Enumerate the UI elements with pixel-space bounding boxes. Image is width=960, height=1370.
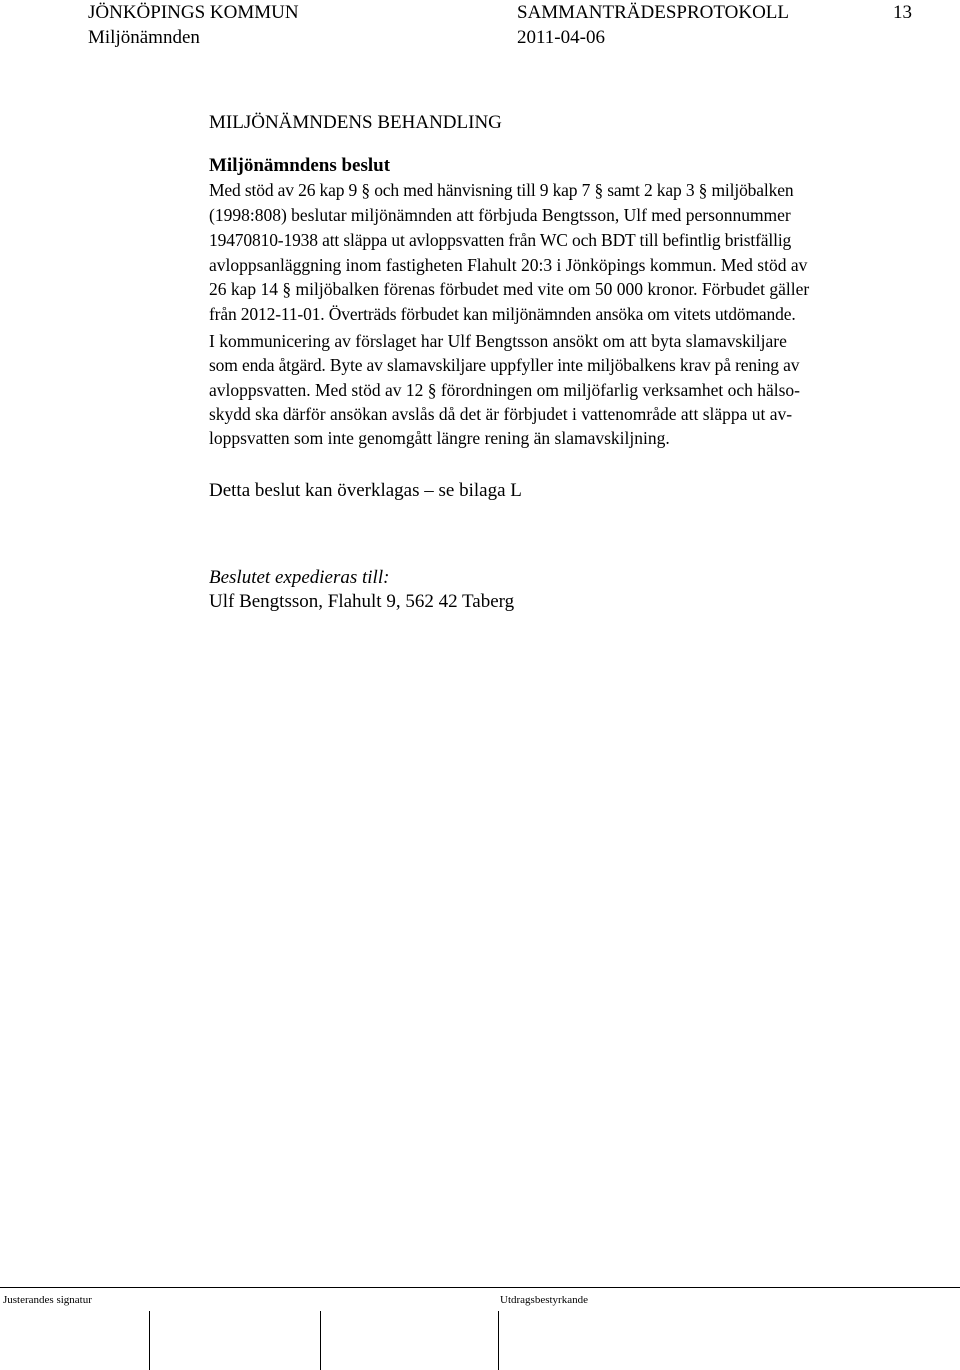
decision-line: 26 kap 14 § miljöbalken förenas förbudet med vite om 50 000 kronor. Förbudet gäller bbox=[209, 279, 810, 299]
distribution-recipient: Ulf Bengtsson, Flahult 9, 562 42 Taberg bbox=[209, 591, 515, 612]
motivation-line: avloppsvatten. Med stöd av 12 § förordningen om miljöfarlig verksamhet och hälso- bbox=[209, 380, 800, 400]
motivation-line: skydd ska därför ansökan avslås då det är förbjudet i vattenområde att släppa ut av- bbox=[209, 404, 793, 424]
decision-heading: Miljönämndens beslut bbox=[209, 155, 391, 176]
footer-divider bbox=[0, 1287, 960, 1288]
meeting-date: 2011-04-06 bbox=[517, 27, 605, 48]
decision-line: avloppsanläggning inom fastigheten Flahult 20:3 i Jönköpings kommun. Med stöd av bbox=[209, 255, 808, 275]
signature-box-divider bbox=[149, 1311, 150, 1370]
signature-box-divider bbox=[320, 1311, 321, 1370]
appeal-notice: Detta beslut kan överklagas – se bilaga L bbox=[209, 480, 522, 501]
decision-line: Med stöd av 26 kap 9 § och med hänvisning till 9 kap 7 § samt 2 kap 3 § miljöbalken bbox=[209, 180, 794, 200]
signature-label: Justerandes signatur bbox=[3, 1294, 92, 1306]
committee-name: Miljönämnden bbox=[88, 27, 200, 48]
page-number: 13 bbox=[893, 2, 912, 23]
certification-label: Utdragsbestyrkande bbox=[500, 1294, 588, 1306]
motivation-line: loppsvatten som inte genomgått längre rening än slamavskiljning. bbox=[209, 428, 670, 448]
certification-box-divider bbox=[498, 1311, 499, 1370]
document-type: SAMMANTRÄDESPROTOKOLL bbox=[517, 2, 790, 23]
organization-name: JÖNKÖPINGS KOMMUN bbox=[88, 2, 299, 23]
decision-line: (1998:808) beslutar miljönämnden att förbjuda Bengtsson, Ulf med personnummer bbox=[209, 205, 791, 225]
motivation-line: I kommunicering av förslaget har Ulf Bengtsson ansökt om att byta slamavskiljare bbox=[209, 331, 787, 351]
decision-line: 19470810-1938 att släppa ut avloppsvatten från WC och BDT till befintlig bristfällig bbox=[209, 230, 792, 250]
motivation-line: som enda åtgärd. Byte av slamavskiljare uppfyller inte miljöbalkens krav på rening av bbox=[209, 355, 800, 375]
distribution-label: Beslutet expedieras till: bbox=[209, 567, 390, 588]
section-title: MILJÖNÄMNDENS BEHANDLING bbox=[209, 112, 502, 133]
decision-line: från 2012-11-01. Överträds förbudet kan miljönämnden ansöka om vitets utdömande. bbox=[209, 304, 796, 324]
